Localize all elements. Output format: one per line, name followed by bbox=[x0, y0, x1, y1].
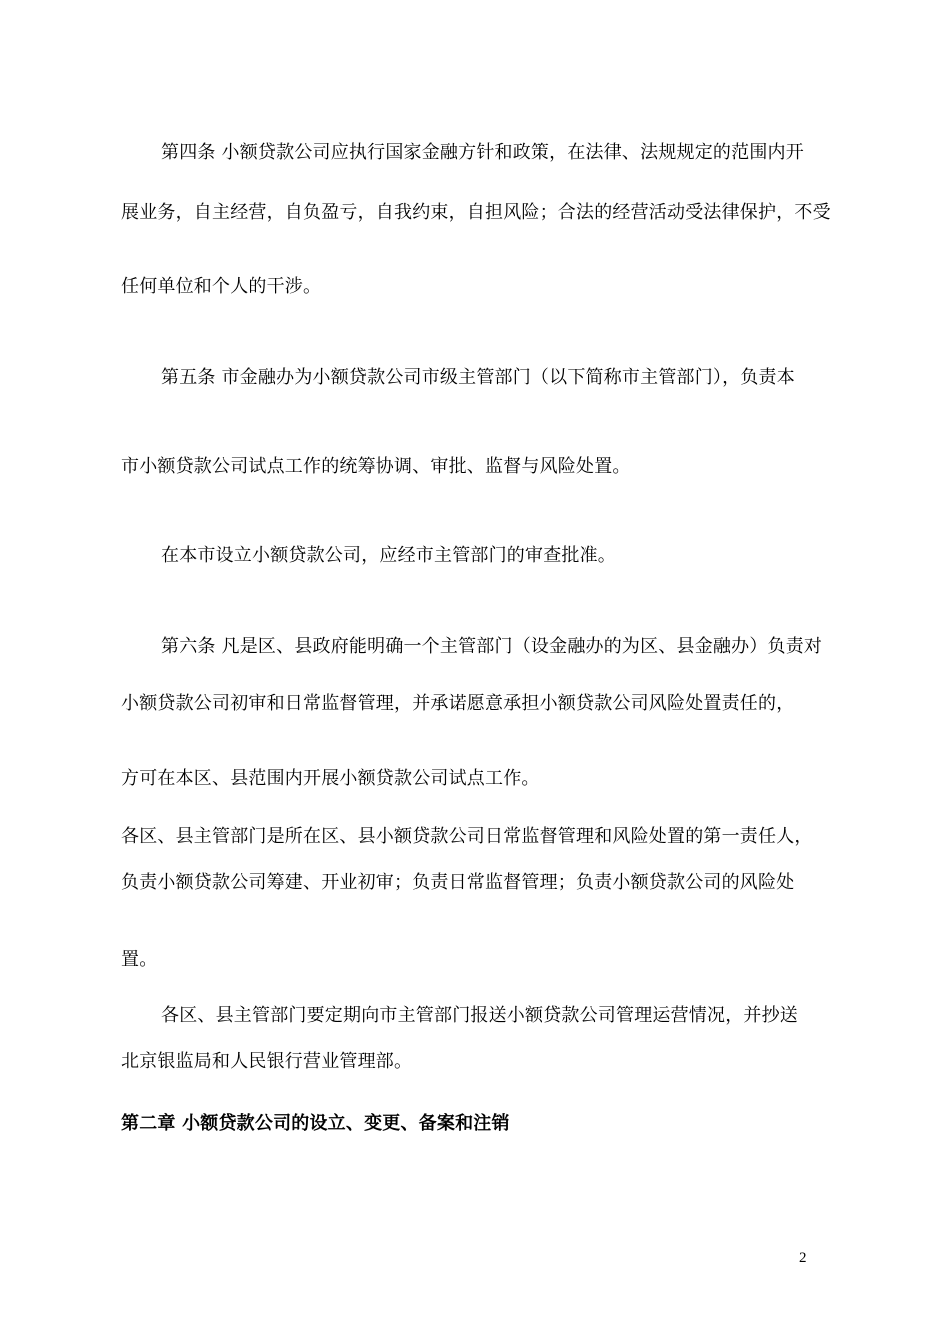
chapter-heading: 第二章 小额贷款公司的设立、变更、备案和注销 bbox=[121, 1113, 510, 1134]
article4-line2: 展业务，自主经营，自负盈亏，自我约束，自担风险；合法的经营活动受法律保护，不受 bbox=[121, 202, 831, 223]
article5-line3: 在本市设立小额贷款公司，应经市主管部门的审查批准。 bbox=[161, 545, 616, 566]
article5-line1: 第五条 市金融办为小额贷款公司市级主管部门（以下简称市主管部门），负责本 bbox=[161, 367, 795, 388]
page-number: 2 bbox=[799, 1250, 807, 1266]
article6-line1: 第六条 凡是区、县政府能明确一个主管部门（设金融办的为区、县金融办）负责对 bbox=[161, 636, 823, 657]
article6-line2: 小额贷款公司初审和日常监督管理，并承诺愿意承担小额贷款公司风险处置责任的， bbox=[121, 693, 795, 714]
article6-line8: 北京银监局和人民银行营业管理部。 bbox=[121, 1051, 413, 1072]
article6-line3: 方可在本区、县范围内开展小额贷款公司试点工作。 bbox=[121, 768, 540, 789]
article6-line5: 负责小额贷款公司筹建、开业初审；负责日常监督管理；负责小额贷款公司的风险处 bbox=[121, 872, 795, 893]
article4-line1: 第四条 小额贷款公司应执行国家金融方针和政策，在法律、法规规定的范围内开 bbox=[161, 142, 804, 163]
article4-line3: 任何单位和个人的干涉。 bbox=[121, 276, 322, 297]
article5-line2: 市小额贷款公司试点工作的统筹协调、审批、监督与风险处置。 bbox=[121, 456, 631, 477]
article6-line7: 各区、县主管部门要定期向市主管部门报送小额贷款公司管理运营情况，并抄送 bbox=[161, 1005, 798, 1026]
article6-line4: 各区、县主管部门是所在区、县小额贷款公司日常监督管理和风险处置的第一责任人， bbox=[121, 826, 813, 847]
article6-line6: 置。 bbox=[121, 949, 158, 970]
